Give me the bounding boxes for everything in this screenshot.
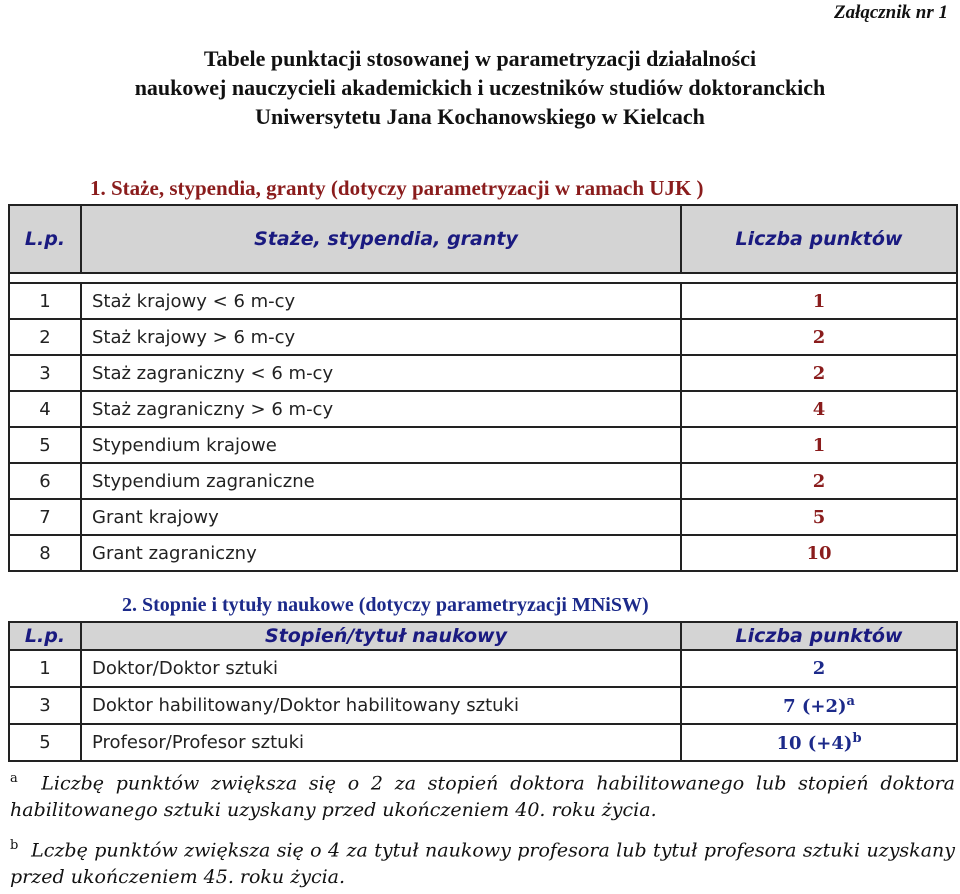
row-number: 8 [9, 535, 81, 571]
title-line: Uniwersytetu Jana Kochanowskiego w Kielcach [255, 104, 705, 129]
footnote-b [10, 832, 955, 891]
row-points: 4 [681, 391, 957, 427]
footnote-mark: b [852, 731, 862, 746]
points-value: 7 (+2) [783, 696, 847, 717]
annex-label: Załącznik nr 1 [833, 2, 948, 23]
title-line: Tabele punktacji stosowanej w parametryzacji działalności [203, 46, 757, 71]
spacer-cell [9, 273, 957, 283]
document-title [0, 44, 960, 131]
row-points [681, 650, 957, 687]
row-name: Profesor/Profesor sztuki [81, 724, 681, 761]
row-name: Doktor habilitowany/Doktor habilitowany sztuki [81, 687, 681, 724]
row-points: 10 [681, 535, 957, 571]
table-row [9, 355, 957, 391]
points-value: 2 [812, 658, 826, 679]
section2-heading-note: (dotyczy parametryzacji MNiSW) [358, 594, 649, 616]
row-name: Grant krajowy [81, 499, 681, 535]
col-header-lp: L.p. [9, 205, 81, 273]
row-number: 3 [9, 687, 81, 724]
row-points: 2 [681, 355, 957, 391]
row-number: 4 [9, 391, 81, 427]
row-number: 3 [9, 355, 81, 391]
section1-heading-note: (dotyczy parametryzacji w ramach UJK ) [330, 176, 704, 200]
table-spacer-row [9, 273, 957, 283]
title-line: naukowej nauczycieli akademickich i uczestników studiów doktoranckich [134, 75, 826, 100]
footnote-mark: a [10, 771, 18, 786]
table-row [9, 283, 957, 319]
table-row [9, 687, 957, 724]
row-points [681, 724, 957, 761]
footnote-text: Liczbę punktów zwiększa się o 2 za stopień doktora habilitowanego lub stopień doktora habilitowanego sztuki uzyskany przed ukończeniem 40. roku życia. [10, 772, 955, 822]
row-name: Grant zagraniczny [81, 535, 681, 571]
footnote-text: Lczbę punktów zwiększa się o 4 za tytuł naukowy profesora lub tytuł profesora sztuki uzyskany przed ukończeniem 45. roku życia. [10, 839, 955, 889]
table-header-row [9, 205, 957, 273]
row-number: 2 [9, 319, 81, 355]
points-value: 10 (+4) [776, 733, 853, 754]
row-points: 1 [681, 427, 957, 463]
row-number: 1 [9, 283, 81, 319]
row-number: 1 [9, 650, 81, 687]
table-row [9, 319, 957, 355]
table-row [9, 499, 957, 535]
col-header-points: Liczba punktów [681, 205, 957, 273]
row-name: Staż zagraniczny < 6 m-cy [81, 355, 681, 391]
row-points: 2 [681, 319, 957, 355]
col-header-points: Liczba punktów [681, 622, 957, 650]
footnote-a [10, 765, 955, 824]
section1-heading-main: 1. Staże, stypendia, granty [90, 176, 326, 200]
row-number: 7 [9, 499, 81, 535]
table-row [9, 724, 957, 761]
row-points: 2 [681, 463, 957, 499]
col-header-lp: L.p. [9, 622, 81, 650]
col-header-name: Staże, stypendia, granty [81, 205, 681, 273]
col-header-name: Stopień/tytuł naukowy [81, 622, 681, 650]
row-points: 1 [681, 283, 957, 319]
row-name: Stypendium zagraniczne [81, 463, 681, 499]
footnote-mark: b [10, 838, 19, 853]
row-points [681, 687, 957, 724]
table-row [9, 427, 957, 463]
table-row [9, 391, 957, 427]
section1-table [8, 204, 958, 572]
row-number: 5 [9, 724, 81, 761]
table-row [9, 535, 957, 571]
table-row [9, 650, 957, 687]
row-name: Staż krajowy > 6 m-cy [81, 319, 681, 355]
row-number: 6 [9, 463, 81, 499]
row-name: Staż krajowy < 6 m-cy [81, 283, 681, 319]
row-name: Doktor/Doktor sztuki [81, 650, 681, 687]
row-number: 5 [9, 427, 81, 463]
section2-heading [122, 594, 649, 617]
table-row [9, 463, 957, 499]
table-header-row [9, 622, 957, 650]
section2-heading-main: 2. Stopnie i tytuły naukowe [122, 594, 354, 616]
footnote-mark: a [846, 694, 855, 709]
row-name: Staż zagraniczny > 6 m-cy [81, 391, 681, 427]
section2-table [8, 621, 958, 762]
row-points: 5 [681, 499, 957, 535]
section1-heading [90, 176, 704, 201]
row-name: Stypendium krajowe [81, 427, 681, 463]
